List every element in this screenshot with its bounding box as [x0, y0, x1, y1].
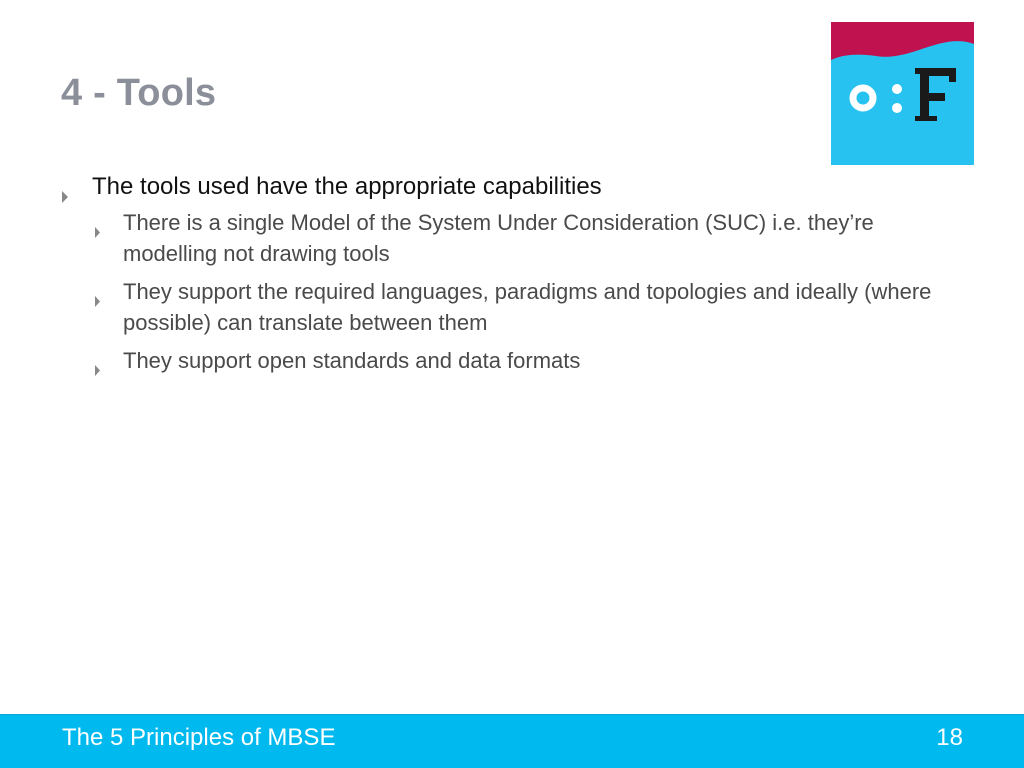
- sub-bullet: [60, 345, 960, 376]
- footer-title: The 5 Principles of MBSE: [62, 724, 336, 751]
- bullet-content: [60, 170, 960, 383]
- logo-graphic: [831, 22, 974, 165]
- sub-bullet-list: [60, 207, 960, 376]
- bullet-level1: [60, 170, 960, 203]
- sub-bullet-text: They support open standards and data formats: [123, 348, 581, 373]
- bullet-text: The tools used have the appropriate capabilities: [92, 173, 602, 200]
- sub-bullet: [60, 207, 960, 269]
- sub-bullet: [60, 276, 960, 338]
- sub-bullet-text: They support the required languages, paradigms and topologies and ideally (where possible) can translate between them: [123, 279, 932, 335]
- bullet-arrow-icon: [93, 285, 102, 316]
- logo: [831, 22, 974, 165]
- bullet-arrow-icon: [93, 216, 102, 247]
- footer-bar: [0, 714, 1024, 768]
- bullet-arrow-icon: [93, 354, 102, 385]
- page-number: 18: [936, 724, 963, 751]
- slide-title: 4 - Tools: [61, 72, 217, 114]
- sub-bullet-text: There is a single Model of the System Under Consideration (SUC) i.e. they’re modelling not drawing tools: [123, 210, 874, 266]
